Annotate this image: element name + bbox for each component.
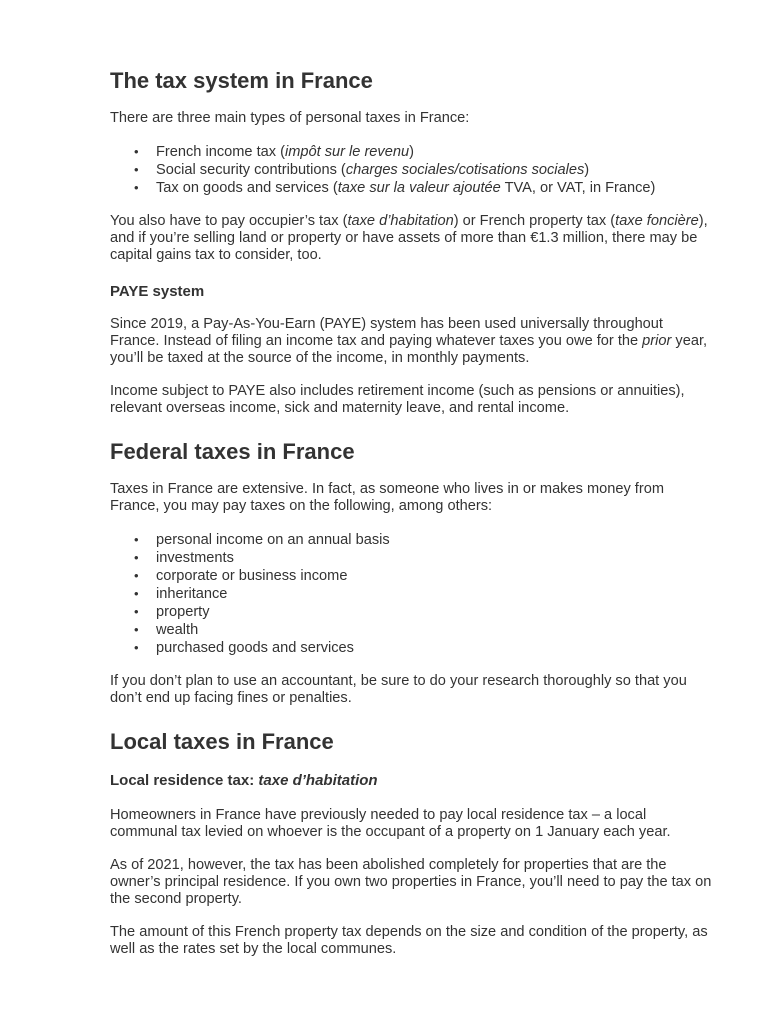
- list-item: • Tax on goods and services (taxe sur la valeur ajoutée TVA, or VAT, in France): [156, 179, 712, 197]
- list-item: • purchased goods and services: [156, 639, 712, 657]
- list-item: • French income tax (impôt sur le revenu): [156, 143, 712, 161]
- local-paragraph-3: The amount of this French property tax depends on the size and condition of the property, as well as the rates set by the local communes.: [110, 924, 708, 957]
- occupier-tax-paragraph: You also have to pay occupier’s tax (taxe d’habitation) or French property tax (taxe foncière), and if you’re selling land or property or have assets of more than €1.3 million, there may be capital gains tax to consider, too.: [110, 213, 708, 263]
- section-title-federal: Federal taxes in France: [110, 439, 355, 464]
- paye-paragraph-2: Income subject to PAYE also includes retirement income (such as pensions or annuities), relevant overseas income, sick and maternity leave, and rental income.: [110, 383, 685, 416]
- local-paragraph-2: As of 2021, however, the tax has been abolished completely for properties that are the owner’s principal residence. If you own two properties in France, you’ll need to pay the tax on the second property.: [110, 857, 712, 907]
- local-residence-heading: Local residence tax: taxe d’habitation: [110, 772, 378, 789]
- local-paragraph-1: Homeowners in France have previously needed to pay local residence tax – a local communal tax levied on whoever is the occupant of a property on 1 January each year.: [110, 807, 671, 840]
- federal-paragraph-2: If you don’t plan to use an accountant, be sure to do your research thoroughly so that you don’t end up facing fines or penalties.: [110, 673, 687, 706]
- list-item: • investments: [156, 549, 712, 567]
- federal-taxes-list: [110, 531, 712, 657]
- federal-paragraph-1: Taxes in France are extensive. In fact, as someone who lives in or makes money from France, you may pay taxes on the following, among others:: [110, 481, 664, 514]
- intro-paragraph: There are three main types of personal taxes in France:: [110, 110, 470, 126]
- section-title-tax-system: The tax system in France: [110, 68, 373, 93]
- list-item: • personal income on an annual basis: [156, 531, 712, 549]
- list-item: • inheritance: [156, 585, 712, 603]
- list-item: • corporate or business income: [156, 567, 712, 585]
- paye-heading: PAYE system: [110, 283, 205, 300]
- paye-paragraph-1: Since 2019, a Pay-As-You-Earn (PAYE) system has been used universally throughout France. Instead of filing an income tax and paying whatever taxes you owe for the prior year, you’ll be taxed at the source of the income, in monthly payments.: [110, 316, 708, 366]
- section-title-local: Local taxes in France: [110, 729, 334, 754]
- personal-taxes-list: [110, 143, 712, 197]
- list-item: • wealth: [156, 621, 712, 639]
- list-item: • property: [156, 603, 712, 621]
- list-item: • Social security contributions (charges sociales/cotisations sociales): [156, 161, 712, 179]
